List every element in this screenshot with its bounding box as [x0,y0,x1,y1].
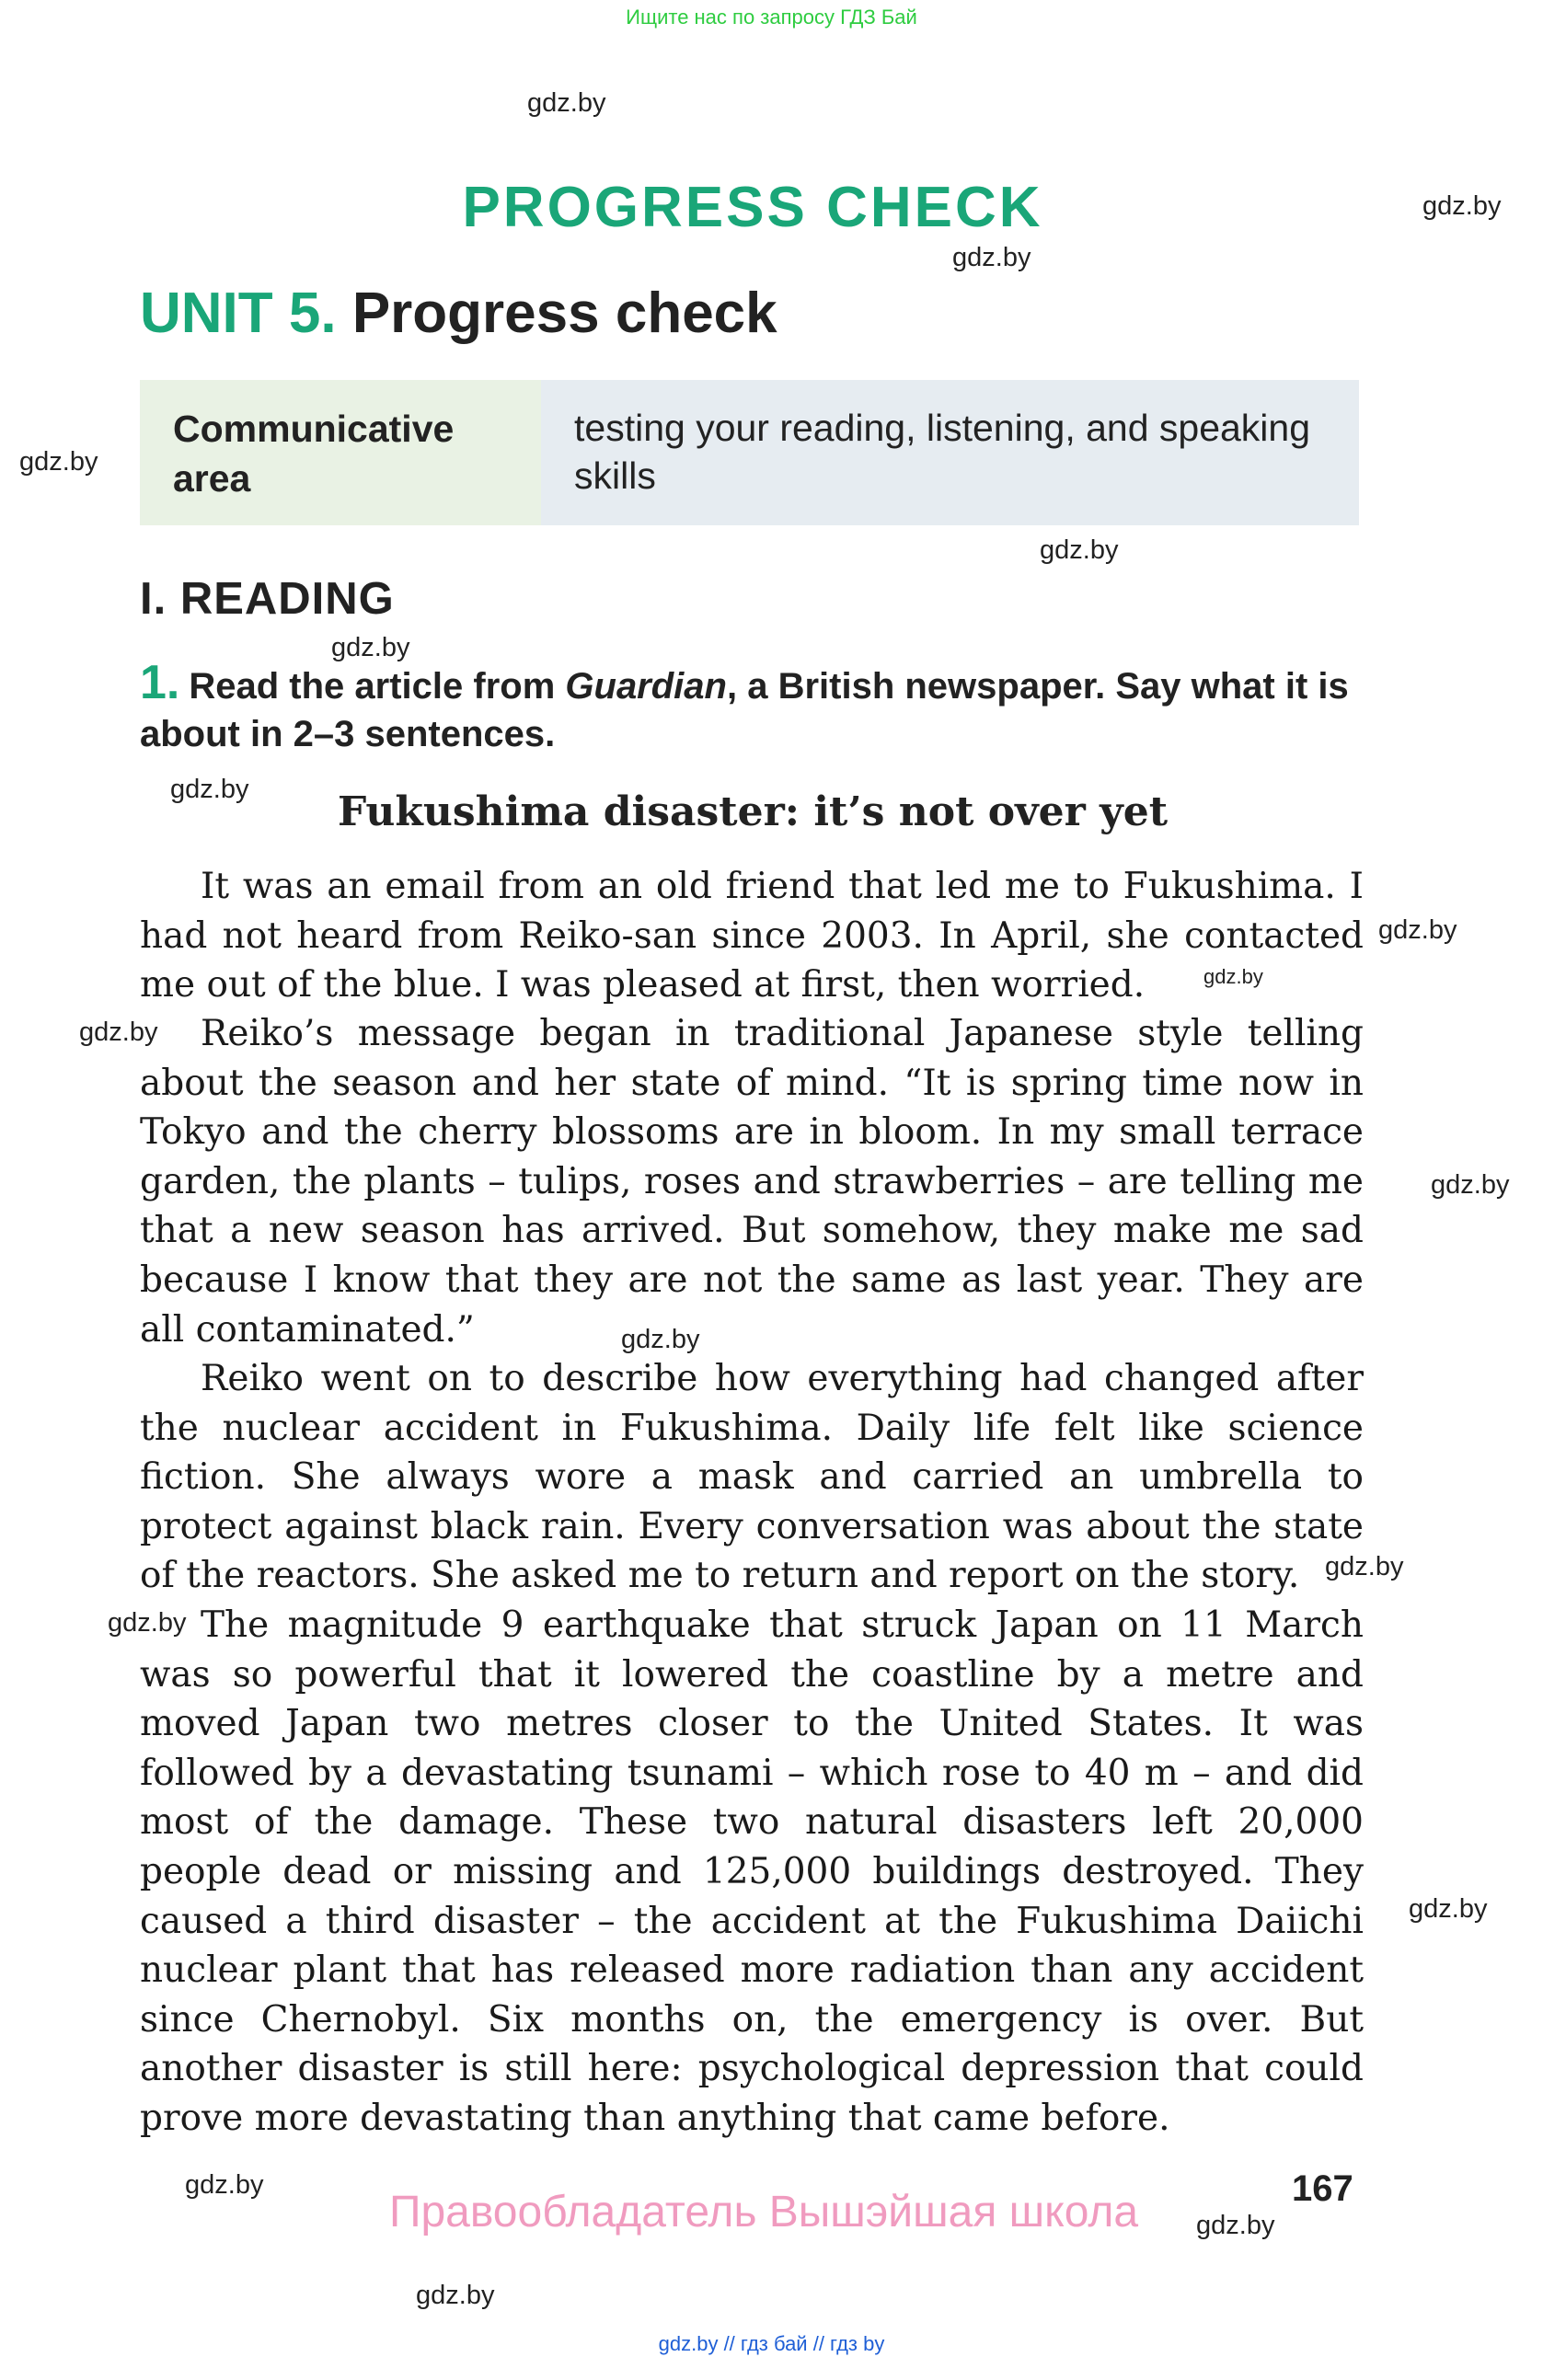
watermark: gdz.by [621,1325,700,1354]
section-header: PROGRESS CHECK [462,176,1043,239]
watermark: gdz.by [108,1608,187,1638]
watermark: gdz.by [952,243,1031,272]
task-text-before: Read the article from [189,666,566,707]
watermark: gdz.by [170,775,249,804]
article-title: Fukushima disaster: it’s not over yet [337,788,1169,835]
reading-heading: I. READING [140,574,395,624]
watermark: gdz.by [1409,1894,1488,1924]
watermark: gdz.by [1325,1552,1404,1581]
communicative-area-value: testing your reading, listening, and speaking skills [541,380,1359,525]
watermark: gdz.by [1203,965,1263,988]
top-banner[interactable]: Ищите нас по запросу ГДЗ Бай [626,6,917,29]
copyright-footer: Правообладатель Вышэйшая школа [388,2188,1139,2236]
watermark: gdz.by [1431,1170,1510,1200]
task-instruction [140,656,1364,758]
task-text-after: , a British newspaper. Say what it is about in 2–3 sentences. [140,666,1349,754]
watermark: gdz.by [79,1018,158,1047]
unit-name: Progress check [351,282,777,345]
bottom-links[interactable]: gdz.by // гдз бай // гдз by [658,2332,885,2355]
watermark: gdz.by [1378,915,1457,945]
watermark: gdz.by [1040,535,1119,565]
watermark: gdz.by [331,633,410,662]
task-number: 1. [140,656,180,709]
article-paragraph-2: Reiko’s message began in traditional Japanese style telling about the season and her state of mind. “It is spring time now in Tokyo and the cherry blossoms are in bloom. In my small terrace garden, the plants – tulips, roses and strawberries – are telling me that a new season has arrived. But somehow, they make me sad because I know that they are not the same as last year. They are all contaminated.” [140,1013,1364,1351]
communicative-area-table [140,380,1359,525]
watermark: gdz.by [1422,191,1502,221]
unit-number: UNIT 5. [140,282,337,345]
communicative-area-label: Communicative area [140,380,541,525]
unit-title [140,281,777,346]
watermark: gdz.by [1196,2211,1275,2240]
article-paragraph-3: Reiko went on to describe how everything had changed after the nuclear accident in Fukushima. Daily life felt like science fiction. She always wore a mask and carried an umbrella to protect against black rain. Every conversation was about the state of the reactors. She asked me to return and report on the story. [140,1358,1364,1597]
article-paragraph-4: The magnitude 9 earthquake that struck Japan on 11 March was so powerful that it lowered the coastline by a metre and moved Japan two metres closer to the United States. It was followed by a devastating tsunami – which rose to 40 m – and did most of the damage. These two natural disasters left 20,000 people dead or missing and 125,000 buildings destroyed. They caused a third disaster – the accident at the Fukushima Daiichi nuclear plant that has released more radiation than any accident since Chernobyl. Six months on, the emergency is over. But another disaster is still here: psychological depression that could prove more devastating than anything that came before. [140,1604,1364,2139]
watermark: gdz.by [185,2170,264,2200]
article-paragraph-1: It was an email from an old friend that led me to Fukushima. I had not heard from Reiko-san since 2003. In April, she contacted me out of the blue. I was pleased at first, then worried. [140,866,1364,1006]
watermark: gdz.by [527,88,606,118]
watermark: gdz.by [19,447,98,477]
page-number: 167 [1292,2168,1353,2209]
task-source: Guardian [565,666,727,707]
watermark: gdz.by [416,2281,495,2310]
